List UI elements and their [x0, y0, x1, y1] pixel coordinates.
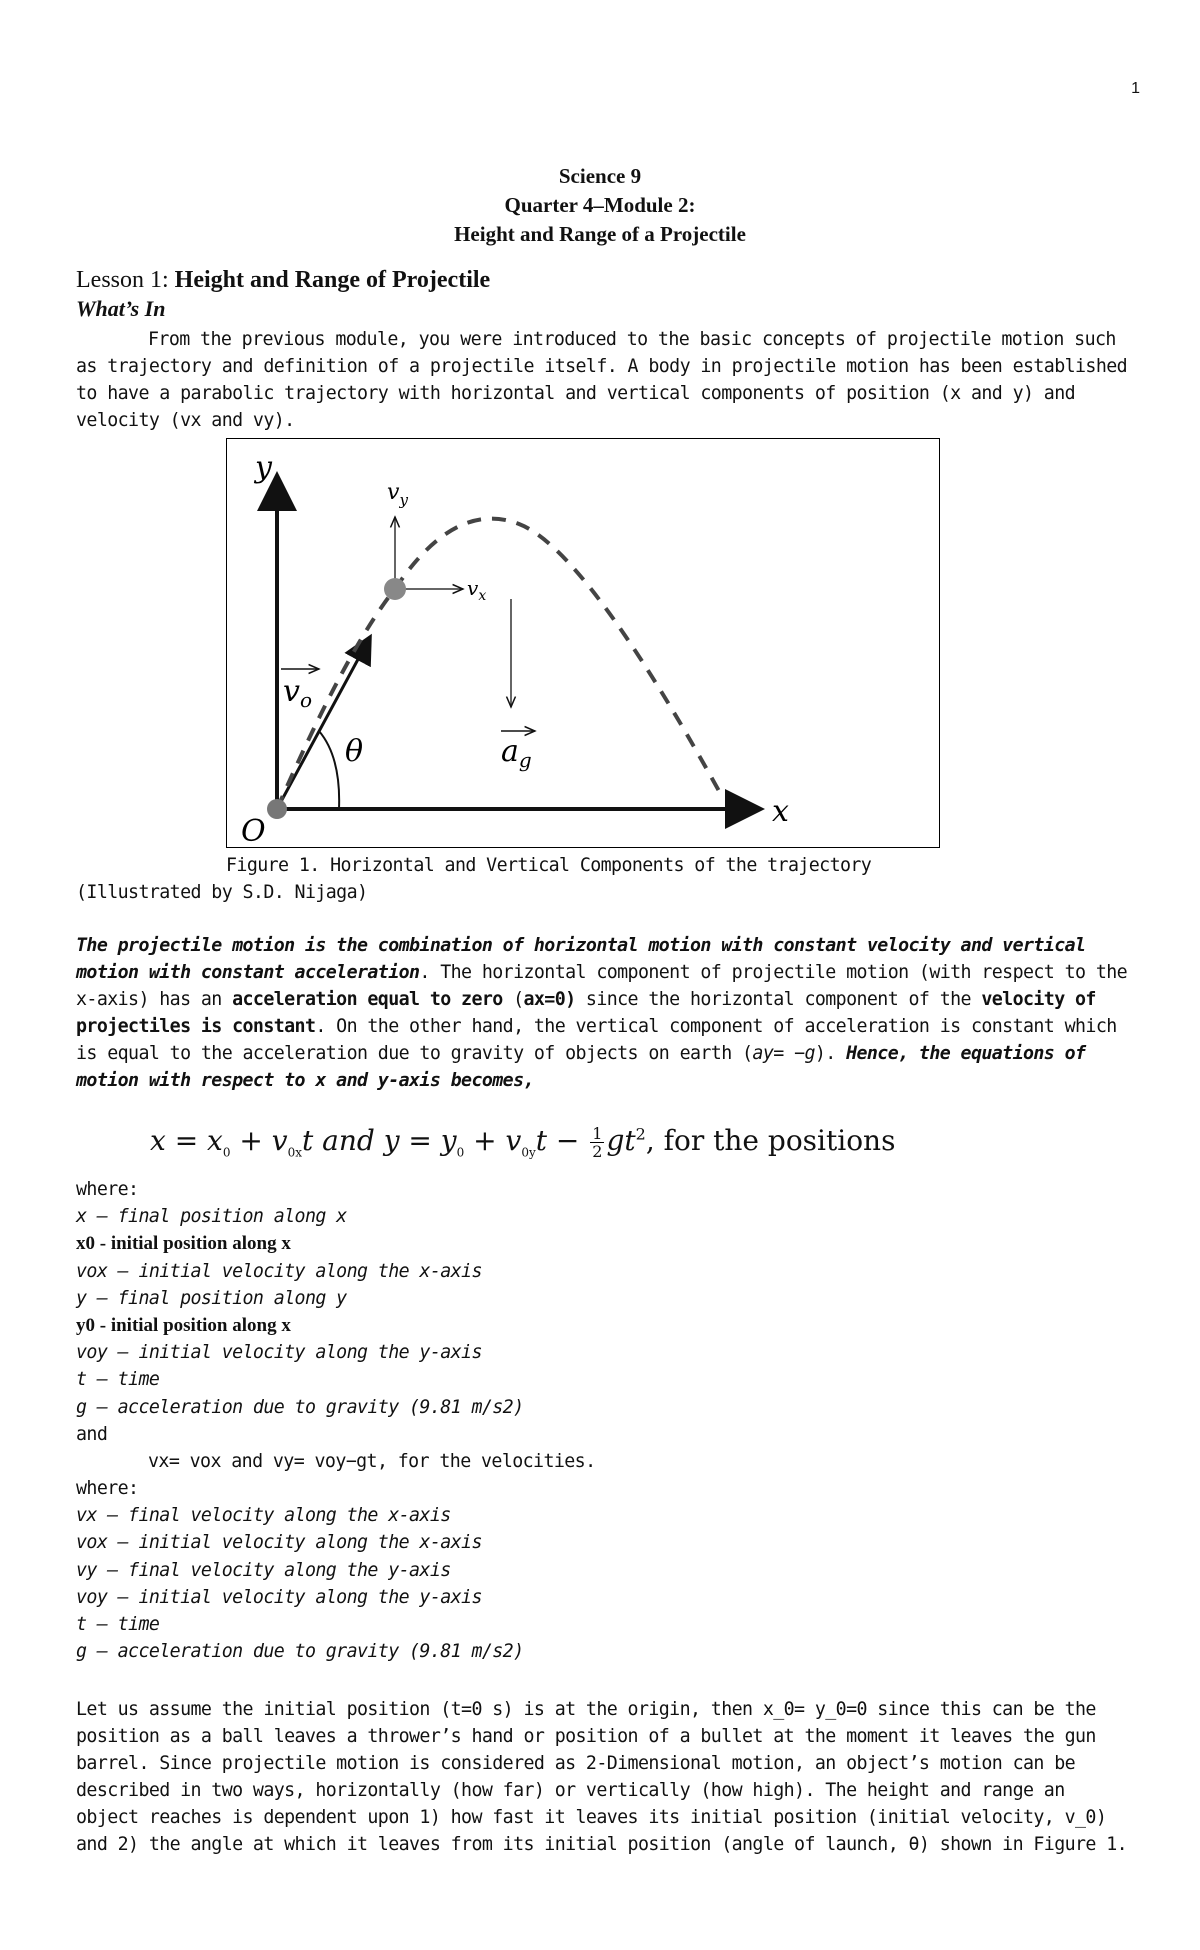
section-heading: What’s In: [76, 296, 166, 321]
definition-item: voy – initial velocity along the y-axis: [76, 1342, 482, 1364]
definition-item: x – final position along x: [76, 1206, 347, 1228]
definition-item: vox – initial velocity along the x-axis: [76, 1532, 482, 1554]
p2-s5: ax=0): [523, 989, 576, 1010]
definition-item: g – acceleration due to gravity (9.81 m/s2): [76, 1641, 524, 1663]
assumption-paragraph: Let us assume the initial position (t=0 s) is at the origin, then x_0= y_0=0 since this can be the position as a ball leaves a thrower’s hand or position of a bullet at the moment it leaves the gun barrel. Since projectile motion is considered as 2-Dimensional motion, an object’s motion can be described in two ways, horizontally (how far) or vertically (how high). The height and range an object reaches is dependent upon 1) how fast it leaves its initial position (initial velocity, v_0) and 2) the angle at which it leaves from its initial position (angle of launch, θ) shown in Figure 1.: [76, 1699, 1128, 1855]
intro-text: From the previous module, you were introduced to the basic concepts of projectile motion such as trajectory and definition of a projectile itself. A body in projectile motion has been established to have a parabolic trajectory with horizontal and vertical components of position (x and y) and velocity (vx and vy).: [76, 329, 1128, 431]
motion-paragraph: [76, 932, 1136, 1094]
title-line-quarter: Quarter 4–Module 2:: [504, 193, 696, 217]
origin-label: O: [241, 814, 266, 847]
definition-item: y – final position along y: [76, 1287, 347, 1309]
p2-s1: The projectile motion is the combination of horizontal motion with constant velocity and vertical motion with constant acceleration: [76, 935, 1086, 983]
module-title: [0, 162, 1200, 249]
p2-s8: . On the other hand, the vertical component of acceleration is constant which is equal to the acceleration due to gravity of objects on earth (: [76, 1016, 1117, 1064]
definition-item: voy – initial velocity along the y-axis: [76, 1586, 482, 1608]
definition-list: [76, 1176, 1136, 1665]
lesson-heading: [76, 266, 1136, 295]
definition-item: g – acceleration due to gravity (9.81 m/s2): [76, 1396, 524, 1418]
definition-item: and: [76, 1423, 108, 1445]
page-number: 1: [1131, 80, 1140, 97]
definition-item: vox – initial velocity along the x-axis: [76, 1260, 482, 1282]
title-line-subject: Science 9: [558, 164, 642, 188]
definition-item: where:: [76, 1478, 139, 1500]
caption-line-1: Figure 1. Horizontal and Vertical Components of the trajectory: [226, 855, 872, 876]
ag-label: $a_g$: [501, 734, 532, 772]
p2-s9: ay= −g: [752, 1043, 815, 1064]
y-axis-label: y: [255, 450, 272, 485]
definition-item: where:: [76, 1179, 139, 1200]
intro-paragraph: [76, 326, 1136, 434]
definition-item: vx= vox and vy= voy−gt, for the velocities.: [148, 1450, 596, 1472]
figure-caption: [76, 852, 1136, 906]
definition-item: t – time: [76, 1614, 160, 1635]
definition-item: y0 - initial position along x: [76, 1314, 291, 1336]
lesson-prefix: Lesson 1:: [76, 267, 175, 293]
v0-label: $v_o$: [283, 674, 312, 712]
definition-item: vx – final velocity along the x-axis: [76, 1505, 451, 1527]
lesson-title: Height and Range of Projectile: [174, 267, 491, 293]
definition-item: vy – final velocity along the y-axis: [76, 1559, 451, 1581]
caption-line-2: (Illustrated by S.D. Nijaga): [76, 882, 368, 903]
vx-label: $v_x$: [467, 576, 487, 604]
trajectory-diagram: [227, 439, 939, 847]
initial-velocity-vector: [277, 639, 369, 809]
position-equation: $x = x_0 + v_{0x}t$ and $y = y_0 + v_{0y}t$ − $\frac{1}{2}$ $gt^2$, for the positions: [150, 1124, 896, 1161]
p2-s10: ).: [814, 1043, 847, 1064]
p2-s11: Hence, the equations of motion with respect to x and y-axis becomes,: [76, 1043, 1086, 1091]
definition-item: x0 - initial position along x: [76, 1233, 291, 1255]
projectile-dot: [384, 578, 406, 600]
origin-dot: [267, 799, 287, 819]
angle-arc: [319, 731, 339, 809]
trajectory-figure: [226, 438, 940, 848]
vy-label: $v_y$: [387, 480, 408, 509]
x-axis-label: x: [772, 794, 789, 829]
p2-s6: since the horizontal component of the: [575, 989, 982, 1010]
title-line-topic: Height and Range of a Projectile: [454, 222, 746, 246]
p2-s4: (: [502, 989, 524, 1010]
half-fraction: $\frac{1}{2}$: [592, 1124, 603, 1161]
theta-label: θ: [345, 734, 364, 769]
p2-s7: velocity of projectiles is constant: [76, 989, 1096, 1037]
p2-s2: . The horizontal component of projectile motion (with respect to the x-axis) has an: [76, 962, 1128, 1010]
definition-item: t – time: [76, 1369, 160, 1391]
p2-s3: acceleration equal to zero: [232, 989, 503, 1010]
trajectory-curve: [277, 519, 719, 809]
